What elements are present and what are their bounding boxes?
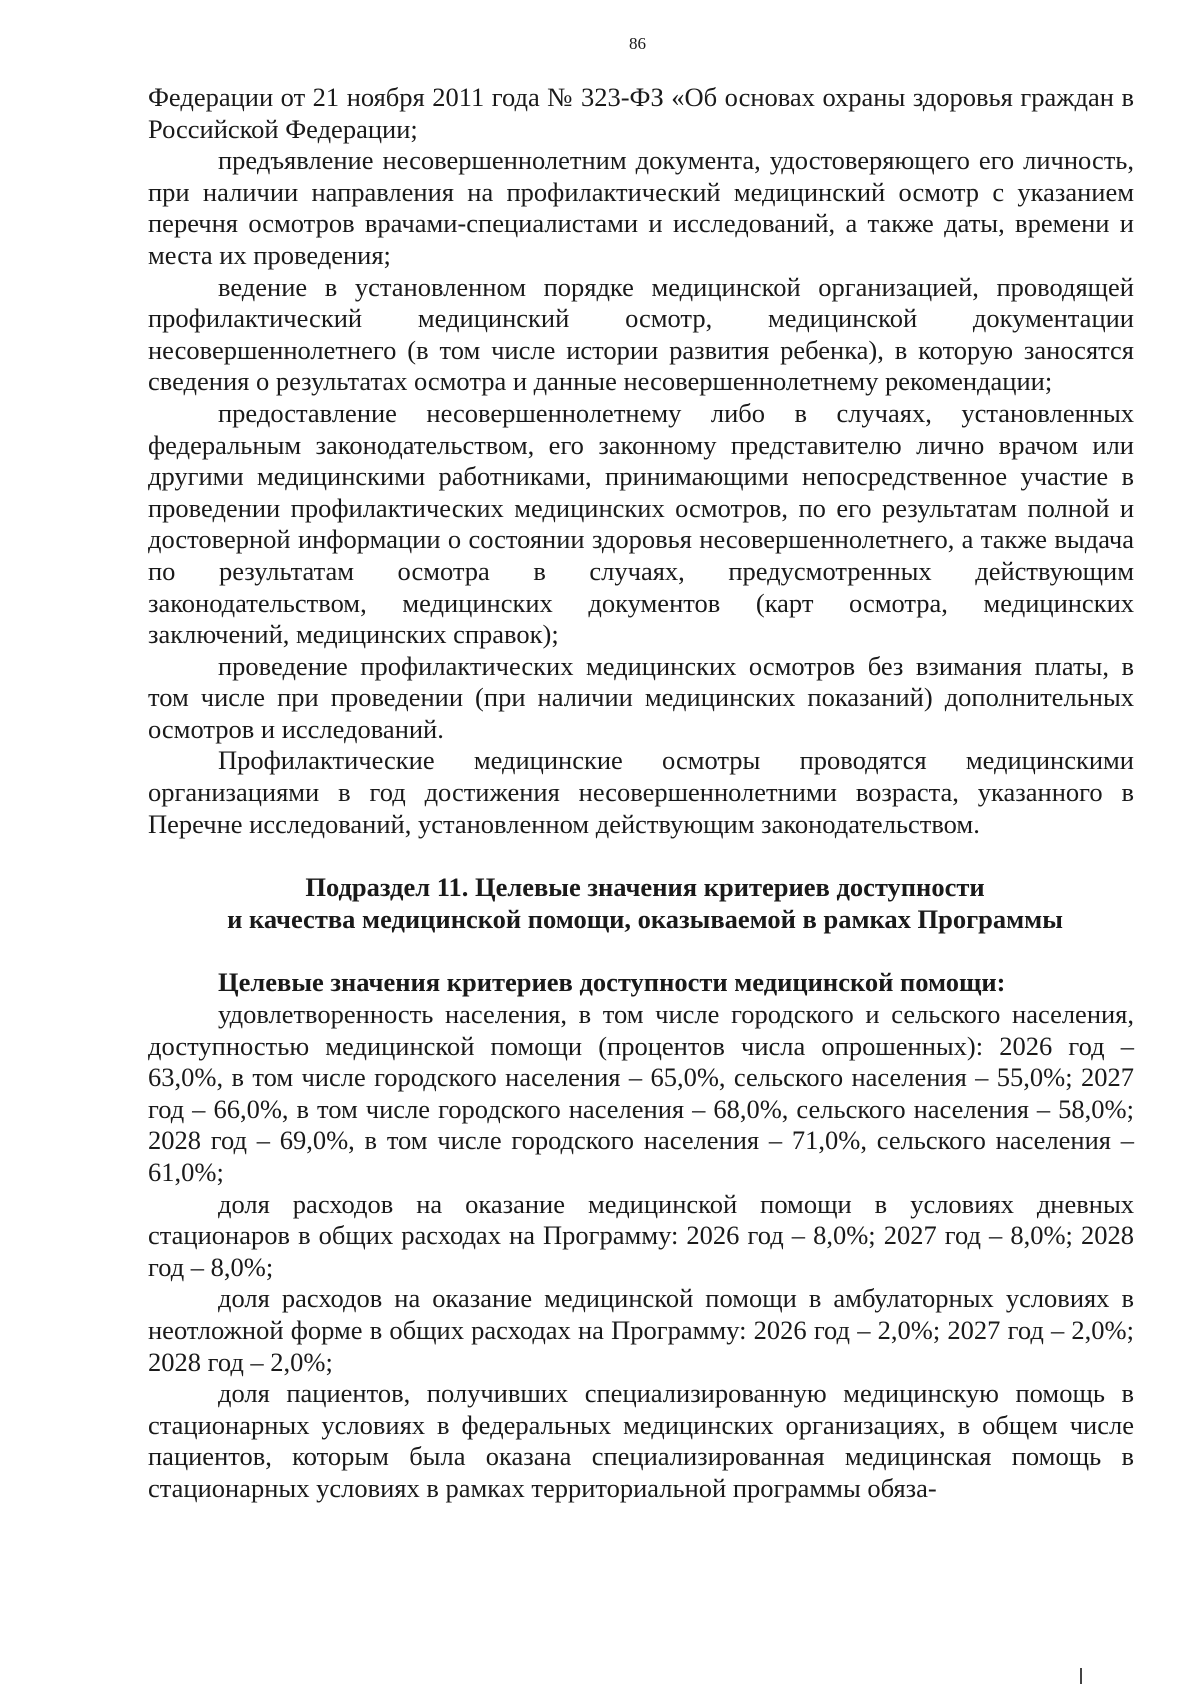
paragraph-continuation: Федерации от 21 ноября 2011 года № 323-ФЗ «Об основах охраны здоровья граждан в Российской Федерации; <box>148 82 1134 144</box>
section-title-line-1: Подраздел 11. Целевые значения критериев доступности <box>305 872 985 903</box>
paragraph: предъявление несовершеннолетним документа, удостоверяющего его личность, при наличии направления на профилактический медицинский осмотр с указанием перечня осмотров врачами-специалистами и исследований, а также даты, времени и места их проведения; <box>148 145 1134 270</box>
section-title <box>148 872 1134 935</box>
paragraph: удовлетворенность населения, в том числе городского и сельского населения, доступностью медицинской помощи (процентов числа опрошенных): 2026 год – 63,0%, в том числе городского населения – 65,0%, сельского населения – 55,0%; 2027 год – 66,0%, в том числе городского населения – 68,0%, сельского населения – 58,0%; 2028 год – 69,0%, в том числе городского населения – 71,0%, сельского населения – 61,0%; <box>148 999 1134 1187</box>
page-number: 86 <box>629 34 646 53</box>
paragraph: проведение профилактических медицинских осмотров без взимания платы, в том числе при проведении (при наличии медицинских показаний) дополнительных осмотров и исследований. <box>148 650 1134 744</box>
paragraph: ведение в установленном порядке медицинской организацией, проводящей профилактический медицинский осмотр, медицинской документации несовершеннолетнего (в том числе истории развития ребенка), в которую заносятся сведения о результатах осмотра и данные несовершеннолетнему рекомендации; <box>148 271 1134 397</box>
paragraph: предоставление несовершеннолетнему либо в случаях, установленных федеральным законодательством, его законному представителю лично врачом или другими медицинскими работниками, принимающими непосредственное участие в проведении профилактических медицинских осмотров, по его результатам полной и достоверной информации о состоянии здоровья несовершеннолетнего, а также выдача по результатам осмотра в случаях, предусмотренных действующим законодательством, медицинских документов (карт осмотра, медицинских заключений, медицинских справок); <box>148 397 1134 650</box>
scan-mark <box>1080 1668 1082 1684</box>
paragraph: доля расходов на оказание медицинской помощи в амбулаторных условиях в неотложной форме в общих расходах на Программу: 2026 год – 2,0%; 2027 год – 2,0%; 2028 год – 2,0%; <box>148 1283 1134 1377</box>
section-title-line-2: и качества медицинской помощи, оказываемой в рамках Программы <box>227 903 1063 934</box>
document-body <box>148 82 1134 1505</box>
paragraph: доля расходов на оказание медицинской помощи в условиях дневных стационаров в общих расходах на Программу: 2026 год – 8,0%; 2027 год – 8,0%; 2028 год – 8,0%; <box>148 1188 1134 1282</box>
subsection-heading: Целевые значения критериев доступности медицинской помощи: <box>218 967 1006 998</box>
paragraph: Профилактические медицинские осмотры проводятся медицинскими организациями в год достижения несовершеннолетними возраста, указанного в Перечне исследований, установленном действующим законодательством. <box>148 745 1134 839</box>
paragraph: доля пациентов, получивших специализированную медицинскую помощь в стационарных условиях в федеральных медицинских организациях, в общем числе пациентов, которым была оказана специализированная медицинская помощь в стационарных условиях в рамках территориальной программы обяза- <box>148 1378 1134 1503</box>
